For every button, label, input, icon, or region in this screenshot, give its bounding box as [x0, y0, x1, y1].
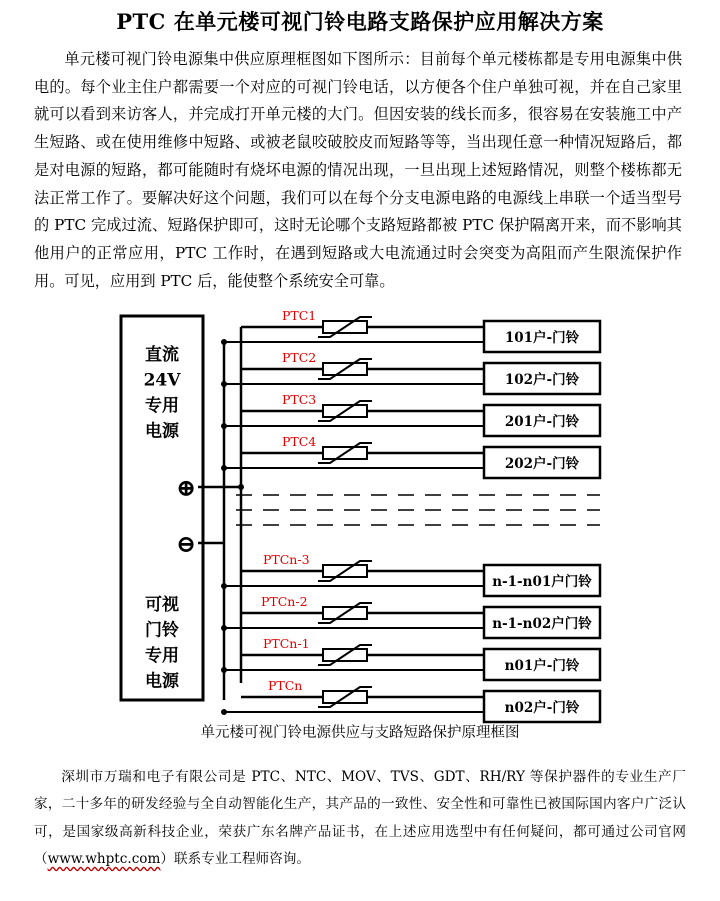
ptc-label: PTC4	[282, 434, 317, 449]
branch-junction	[221, 423, 227, 429]
doorbell-label: 102户-门铃	[504, 372, 580, 388]
power-supply-label-top: 专用	[145, 396, 179, 416]
branch-bottom	[221, 636, 600, 680]
doorbell-label: n-1-n01户门铃	[492, 574, 592, 590]
ptc-label: PTCn-1	[263, 636, 310, 651]
doorbell-label: n01户-门铃	[504, 658, 580, 674]
company-info	[34, 764, 686, 873]
branch-junction	[221, 381, 227, 387]
branch-bottom	[221, 594, 600, 638]
branch-bottom	[221, 678, 600, 722]
branch-bottom	[221, 552, 600, 596]
bus-junction	[238, 484, 244, 490]
branch-junction	[221, 667, 227, 673]
branch-junction	[221, 339, 227, 345]
ptc-label: PTC2	[282, 350, 317, 365]
doorbell-label: n02户-门铃	[504, 700, 580, 716]
diagram-caption: 单元楼可视门铃电源供应与支路短路保护原理框图	[200, 725, 520, 741]
diagram-branches	[221, 308, 600, 722]
intro-paragraph: 单元楼可视门铃电源集中供应原理框图如下图所示：目前每个单元楼栋都是专用电源集中供电的。每个业主住户都需要一个对应的可视门铃电话，以方便各个住户单独可视，并在自己家里就可以看到来访客人，并完成打开单元楼的大门。但因安装的线长而多，很容易在安装施工中产生短路、或在使用维修中短路、或被老鼠咬破胶皮而短路等等，当出现任意一种情况短路后，都是对电源的短路，都可能随时有烧坏电源的情况出现，一旦出现上述短路情况，则整个楼栋都无法正常工作了。要解决好这个问题，我们可以在每个分支电源电路的电源线上串联一个适当型号的 PTC 完成过流、短路保护即可，这时无论哪个支路短路都被 PTC 保护隔离开来，而不影响其他用户的正常应用，PTC 工作时，在遇到短路或大电流通过时会突变为高阻而产生限流保护作用。可见，应用到 PTC 后，能使整个系统安全可靠。	[34, 50, 682, 290]
branch-top	[221, 350, 600, 394]
company-text: 深圳市万瑞和电子有限公司是 PTC、NTC、MOV、TVS、GDT、RH/RY 等保护器件的专业生产厂家，二十多年的研发经验与全自动智能化生产，其产品的一致性、安全性和可靠性已被国际国内客户广泛认可，是国家级高新科技企业，荣获广东名牌产品证书，在上述应用选型中有任何疑问，都可通过公司官网（	[34, 769, 686, 867]
ptc-label: PTCn-3	[263, 552, 310, 567]
branch-junction	[221, 465, 227, 471]
negative-terminal-icon: ⊖	[175, 529, 197, 558]
doorbell-label: 202户-门铃	[504, 456, 580, 472]
branch-top	[221, 308, 600, 352]
positive-terminal-icon: ⊕	[175, 473, 197, 502]
power-supply-label-bottom: 电源	[145, 671, 179, 692]
doorbell-label: 101户-门铃	[504, 330, 580, 346]
power-supply-label-bottom: 专用	[145, 646, 179, 666]
doorbell-label: 201户-门铃	[504, 414, 580, 430]
ptc-label: PTC1	[282, 308, 317, 323]
branch-junction	[221, 583, 227, 589]
power-supply-label-bottom: 可视	[145, 595, 179, 615]
branch-junction	[221, 625, 227, 631]
power-supply-label-top: 直流	[145, 345, 179, 365]
ptc-label: PTCn	[268, 678, 303, 693]
branch-top	[221, 392, 600, 436]
ptc-label: PTCn-2	[261, 594, 308, 609]
power-supply-label-top: 电源	[145, 421, 179, 442]
company-website-link[interactable]: www.whptc.com	[47, 850, 161, 867]
document-title: PTC 在单元楼可视门铃电路支路保护应用解决方案	[116, 9, 604, 34]
company-text-end: ）联系专业工程师咨询。	[160, 850, 310, 867]
branch-top	[221, 434, 600, 478]
doorbell-label: n-1-n02户门铃	[492, 616, 592, 632]
branch-junction	[221, 709, 227, 715]
power-supply-label-bottom: 门铃	[145, 620, 179, 641]
company-paragraph	[34, 764, 686, 873]
ptc-label: PTC3	[282, 392, 317, 407]
power-supply-label-top: 24V	[143, 370, 181, 391]
